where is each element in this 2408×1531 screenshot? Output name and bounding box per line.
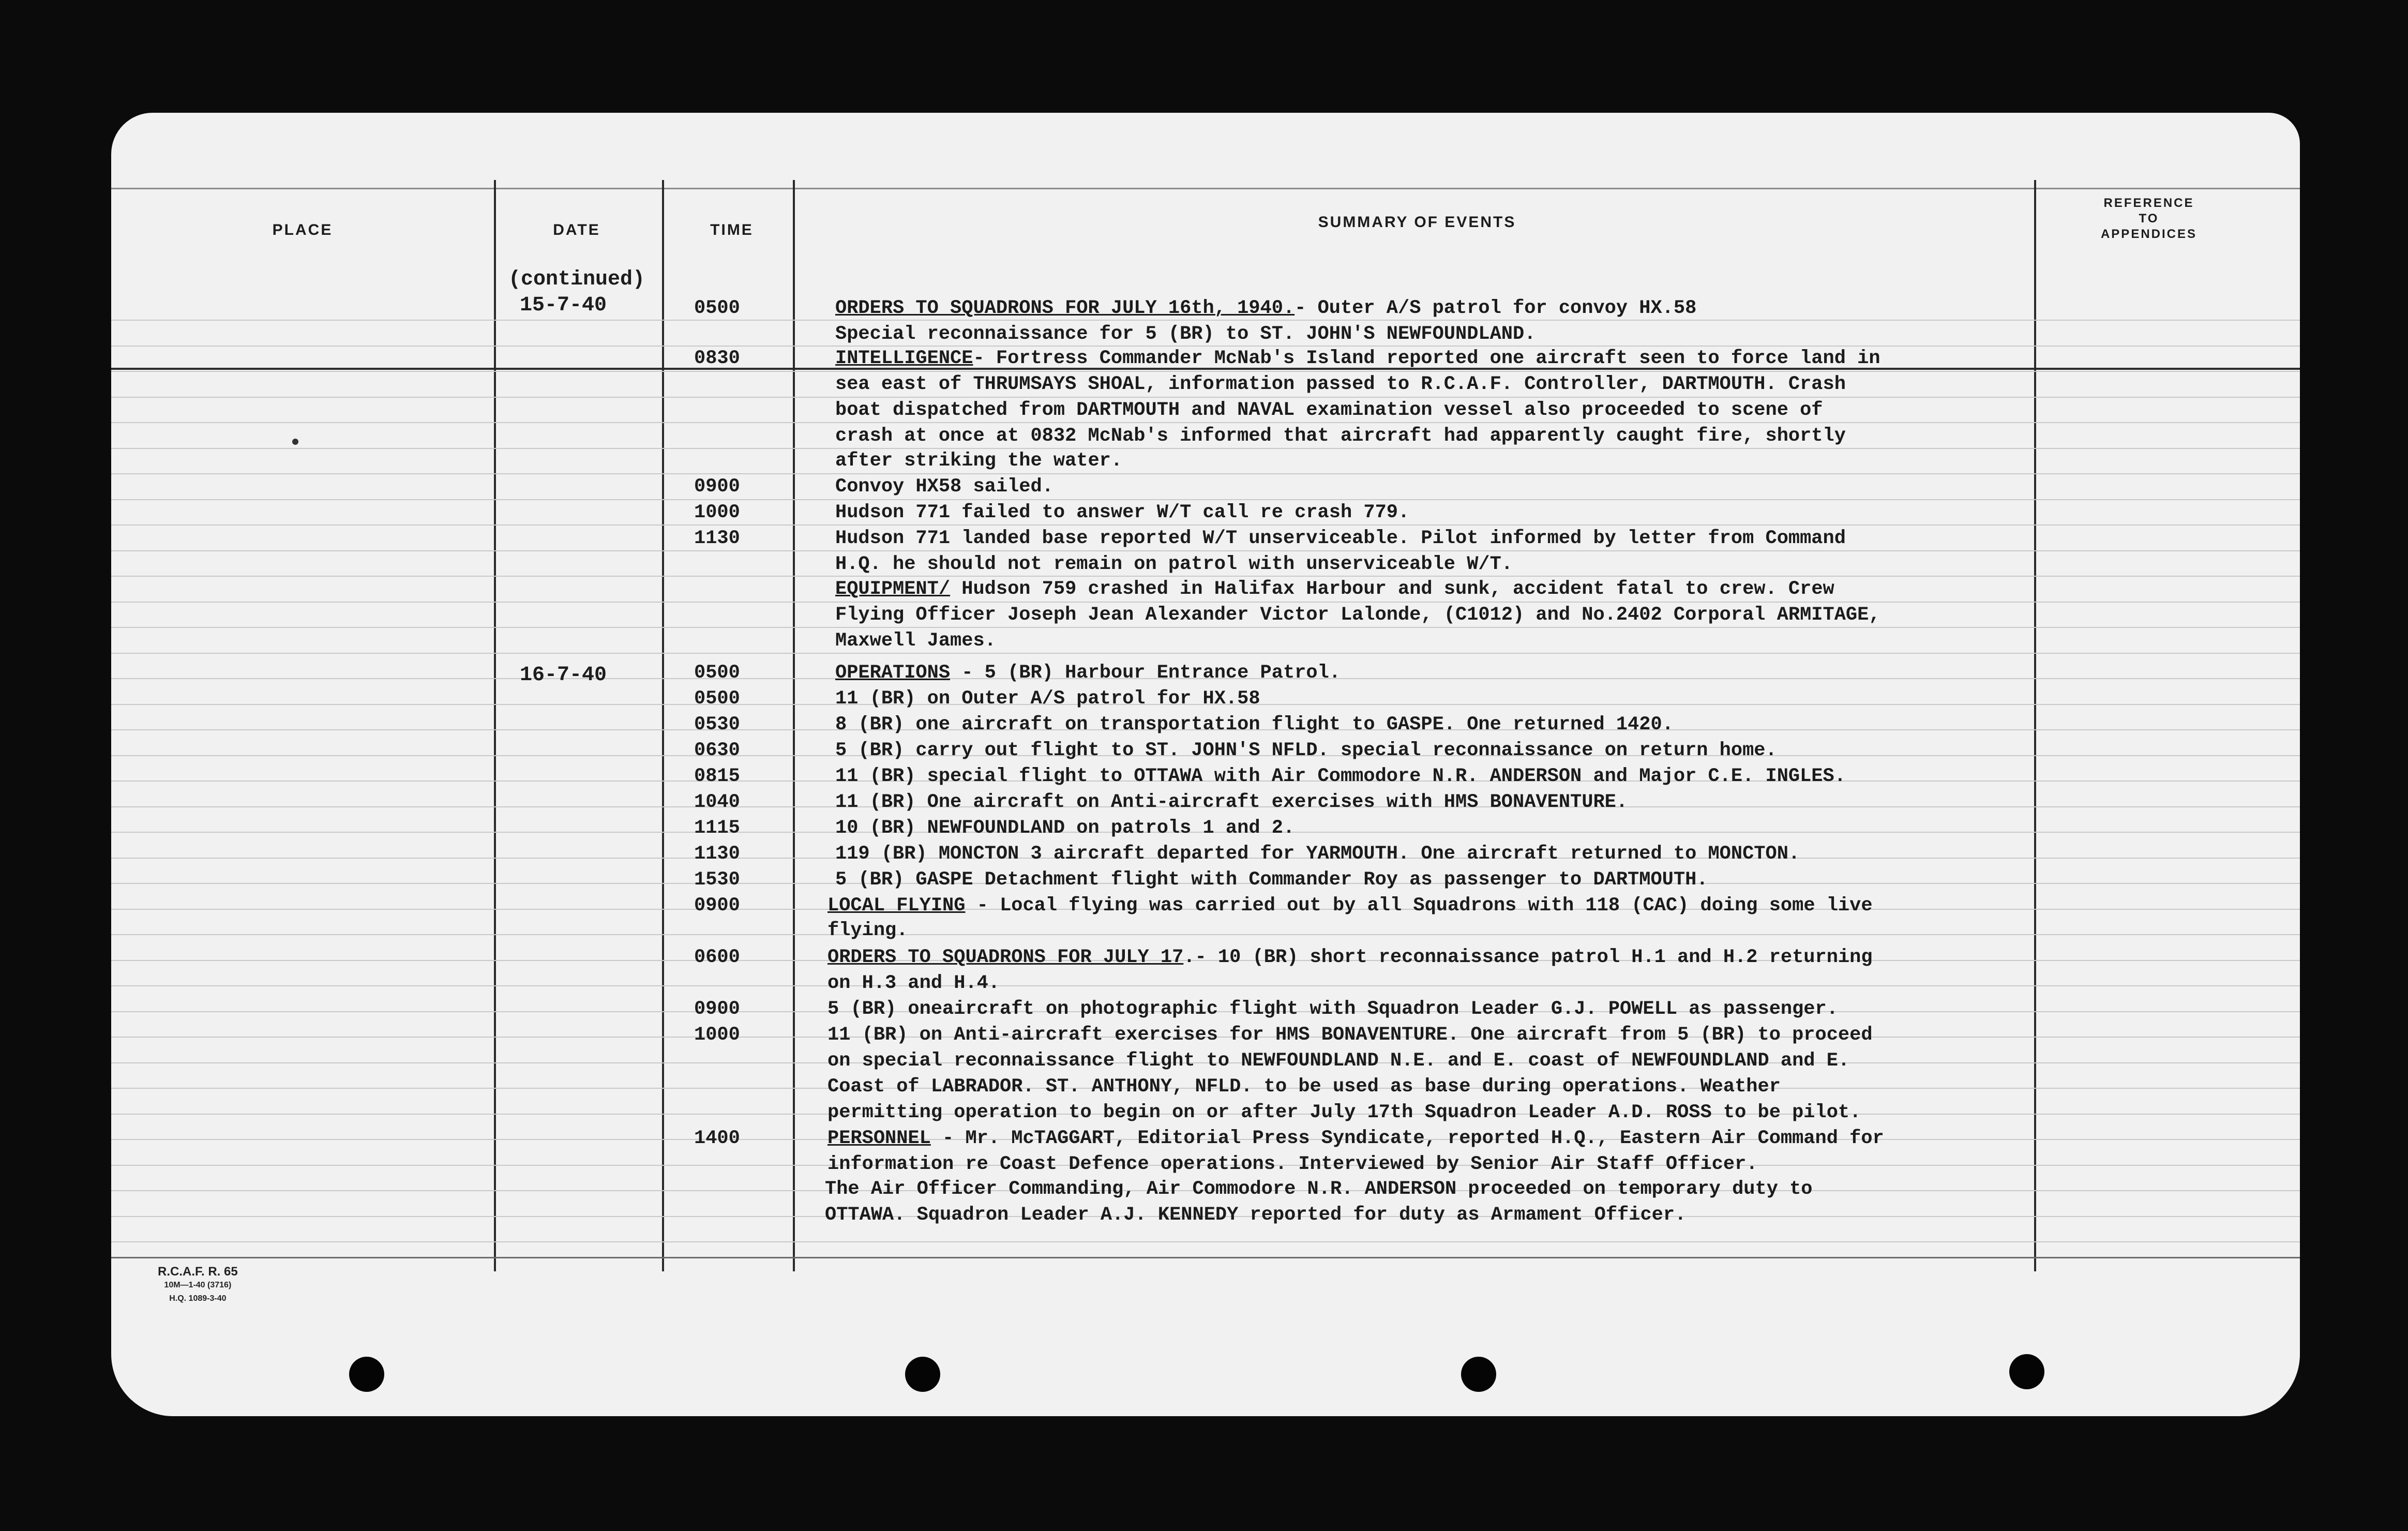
time-entry: 0900 (694, 998, 740, 1020)
diary-form-sheet (111, 113, 2300, 1416)
event-text: - Mr. McTAGGART, Editorial Press Syndicate, reported H.Q., Eastern Air Command for (930, 1128, 1884, 1149)
event-text: OTTAWA. Squadron Leader A.J. KENNEDY reported for duty as Armament Officer. (825, 1204, 1687, 1226)
time-entry: 0830 (694, 348, 740, 369)
summary-header: SUMMARY OF EVENTS (1318, 214, 1516, 231)
ruled-line (111, 397, 2300, 398)
divider-time-summary (793, 180, 795, 1271)
event-text: 11 (BR) on Anti-aircraft exercises for HMS BONAVENTURE. One aircraft from 5 (BR) to proceed (827, 1024, 1873, 1046)
reference-header-line: REFERENCE (2103, 196, 2194, 210)
time-entry: 1115 (694, 817, 740, 839)
form-number: R.C.A.F. R. 65 (158, 1265, 238, 1279)
event-text: Hudson 771 landed base reported W/T unserviceable. Pilot informed by letter from Command (835, 528, 1846, 549)
event-line (835, 348, 1880, 369)
event-text: Hudson 771 failed to answer W/T call re crash 779. (835, 502, 1410, 523)
time-entry: 1400 (694, 1128, 740, 1149)
ruled-line (111, 499, 2300, 500)
event-line (835, 373, 1846, 395)
event-line (827, 1128, 1884, 1149)
event-line (835, 297, 1696, 319)
place-header: PLACE (272, 221, 333, 238)
event-line (835, 766, 1846, 787)
time-entry: 0900 (694, 895, 740, 917)
time-entry: 1130 (694, 843, 740, 865)
event-text: .- 10 (BR) short reconnaissance patrol H.1 and H.2 returning (1183, 947, 1873, 968)
event-text: on H.3 and H.4. (827, 972, 1000, 994)
ruled-line (111, 524, 2300, 526)
date-entry: 16-7-40 (520, 664, 607, 687)
reference-header (2076, 196, 2221, 242)
time-entry: 1130 (694, 528, 740, 549)
print-run: 10M—1-40 (3716) (164, 1281, 232, 1289)
divider-date-time (662, 180, 664, 1271)
event-heading: ORDERS TO SQUADRONS FOR JULY 16th, 1940. (835, 297, 1295, 319)
ruled-line (111, 576, 2300, 577)
event-line (835, 688, 1260, 710)
event-line (835, 399, 1823, 421)
event-text: Special reconnaissance for 5 (BR) to ST. JOHN'S NEWFOUNDLAND. (835, 323, 1536, 345)
event-line (827, 972, 1000, 994)
ruled-line (111, 346, 2300, 347)
event-text: Hudson 759 crashed in Halifax Harbour and sunk, accident fatal to crew. Crew (950, 578, 1834, 600)
time-entry: 0500 (694, 297, 740, 319)
event-heading: ORDERS TO SQUADRONS FOR JULY 17 (827, 947, 1184, 968)
event-line (835, 528, 1846, 549)
event-text: sea east of THRUMSAYS SHOAL, information passed to R.C.A.F. Controller, DARTMOUTH. Crash (835, 373, 1846, 395)
time-entry: 1000 (694, 502, 740, 523)
binder-hole (1461, 1357, 1496, 1392)
event-line (835, 714, 1674, 736)
event-line (825, 1178, 1813, 1200)
time-entry: 0900 (694, 476, 740, 498)
ruled-line (111, 473, 2300, 474)
event-line (827, 1076, 1781, 1098)
event-line (827, 895, 1873, 917)
event-line (835, 553, 1513, 575)
event-line (827, 1024, 1873, 1046)
date-continued-note: (continued) (508, 268, 645, 291)
time-entry: 0530 (694, 714, 740, 736)
event-text: 5 (BR) oneaircraft on photographic flight with Squadron Leader G.J. POWELL as passenger. (827, 998, 1838, 1020)
ruled-line (111, 550, 2300, 551)
ruled-line (111, 448, 2300, 449)
event-heading: EQUIPMENT/ (835, 578, 951, 600)
ruled-line (111, 653, 2300, 654)
event-line (827, 1102, 1861, 1123)
event-line (835, 817, 1295, 839)
reference-header-line: APPENDICES (2100, 227, 2198, 241)
ruled-line (111, 985, 2300, 986)
event-text: flying. (827, 920, 908, 941)
ruled-line (111, 934, 2300, 935)
time-entry: 1000 (694, 1024, 740, 1046)
event-text: on special reconnaissance flight to NEWFOUNDLAND N.E. and E. coast of NEWFOUNDLAND and E. (827, 1050, 1850, 1072)
event-text: after striking the water. (835, 450, 1123, 472)
event-text: 11 (BR) on Outer A/S patrol for HX.58 (835, 688, 1260, 710)
event-text: 5 (BR) GASPE Detachment flight with Commander Roy as passenger to DARTMOUTH. (835, 869, 1708, 891)
event-line (827, 920, 908, 941)
binder-hole (2009, 1354, 2044, 1389)
form-code (158, 1265, 238, 1305)
event-line (835, 323, 1536, 345)
event-text: permitting operation to begin on or after July 17th Squadron Leader A.D. ROSS to be pilot. (827, 1102, 1861, 1123)
event-text: - 5 (BR) Harbour Entrance Patrol. (950, 662, 1341, 684)
time-entry: 0815 (694, 766, 740, 787)
event-line (827, 998, 1838, 1020)
time-header: TIME (710, 221, 754, 238)
event-line (827, 1153, 1758, 1175)
ruled-line (111, 320, 2300, 321)
date-header: DATE (553, 221, 600, 238)
event-text: Flying Officer Joseph Jean Alexander Victor Lalonde, (C1012) and No.2402 Corporal ARMITAGE, (835, 604, 1880, 626)
event-text: 119 (BR) MONCTON 3 aircraft departed for YARMOUTH. One aircraft returned to MONCTON. (835, 843, 1800, 865)
event-line (835, 450, 1122, 472)
event-text: H.Q. he should not remain on patrol with unserviceable W/T. (835, 553, 1513, 575)
event-text: 10 (BR) NEWFOUNDLAND on patrols 1 and 2. (835, 817, 1295, 839)
time-entry: 0500 (694, 662, 740, 684)
event-line (835, 604, 1880, 626)
date-entry: 15-7-40 (520, 294, 607, 317)
ruled-line (111, 371, 2300, 372)
footer-rule (111, 1257, 2300, 1258)
event-text: - Outer A/S patrol for convoy HX.58 (1295, 297, 1697, 319)
event-line (835, 630, 996, 652)
ruled-line (111, 602, 2300, 603)
ruled-line (111, 1241, 2300, 1242)
event-text: crash at once at 0832 McNab's informed that aircraft had apparently caught fire, shortly (835, 425, 1846, 447)
event-line (835, 662, 1341, 684)
event-text: The Air Officer Commanding, Air Commodore N.R. ANDERSON proceeded on temporary duty to (825, 1178, 1813, 1200)
binder-hole (905, 1357, 940, 1392)
event-text: boat dispatched from DARTMOUTH and NAVAL examination vessel also proceeded to scene of (835, 399, 1823, 421)
event-text: Maxwell James. (835, 630, 996, 652)
ink-speck (292, 439, 298, 445)
time-entry: 0630 (694, 740, 740, 761)
divider-place-date (494, 180, 496, 1271)
event-line (827, 947, 1873, 968)
event-line (835, 425, 1846, 447)
time-entry: 1530 (694, 869, 740, 891)
event-text: Convoy HX58 sailed. (835, 476, 1054, 498)
event-text: Coast of LABRADOR. ST. ANTHONY, NFLD. to be used as base during operations. Weather (827, 1076, 1781, 1098)
event-text: information re Coast Defence operations. Interviewed by Senior Air Staff Officer. (827, 1153, 1758, 1175)
event-line (835, 578, 1834, 600)
event-heading: INTELLIGENCE (835, 348, 973, 369)
event-line (835, 476, 1054, 498)
event-text: 11 (BR) One aircraft on Anti-aircraft exercises with HMS BONAVENTURE. (835, 791, 1628, 813)
event-line (825, 1204, 1686, 1226)
event-text: - Fortress Commander McNab's Island reported one aircraft seen to force land in (973, 348, 1880, 369)
time-entry: 1040 (694, 791, 740, 813)
event-heading: OPERATIONS (835, 662, 951, 684)
binder-hole (349, 1357, 384, 1392)
event-line (835, 791, 1628, 813)
event-text: 11 (BR) special flight to OTTAWA with Air Commodore N.R. ANDERSON and Major C.E. INGLES. (835, 766, 1846, 787)
event-line (835, 740, 1777, 761)
hq-file: H.Q. 1089-3-40 (169, 1294, 227, 1303)
event-text: - Local flying was carried out by all Squadrons with 118 (CAC) doing some live (965, 895, 1873, 917)
time-entry: 0500 (694, 688, 740, 710)
event-line (835, 502, 1409, 523)
ruled-line (111, 422, 2300, 423)
event-line (835, 843, 1800, 865)
time-entry: 0600 (694, 947, 740, 968)
event-text: 8 (BR) one aircraft on transportation flight to GASPE. One returned 1420. (835, 714, 1674, 736)
event-text: 5 (BR) carry out flight to ST. JOHN'S NFLD. special reconnaissance on return home. (835, 740, 1777, 761)
event-line (835, 869, 1708, 891)
event-line (827, 1050, 1849, 1072)
event-heading: LOCAL FLYING (827, 895, 966, 917)
ruled-line (111, 627, 2300, 628)
reference-header-line: TO (2139, 212, 2159, 226)
divider-summary-reference (2034, 180, 2036, 1271)
event-heading: PERSONNEL (827, 1128, 931, 1149)
